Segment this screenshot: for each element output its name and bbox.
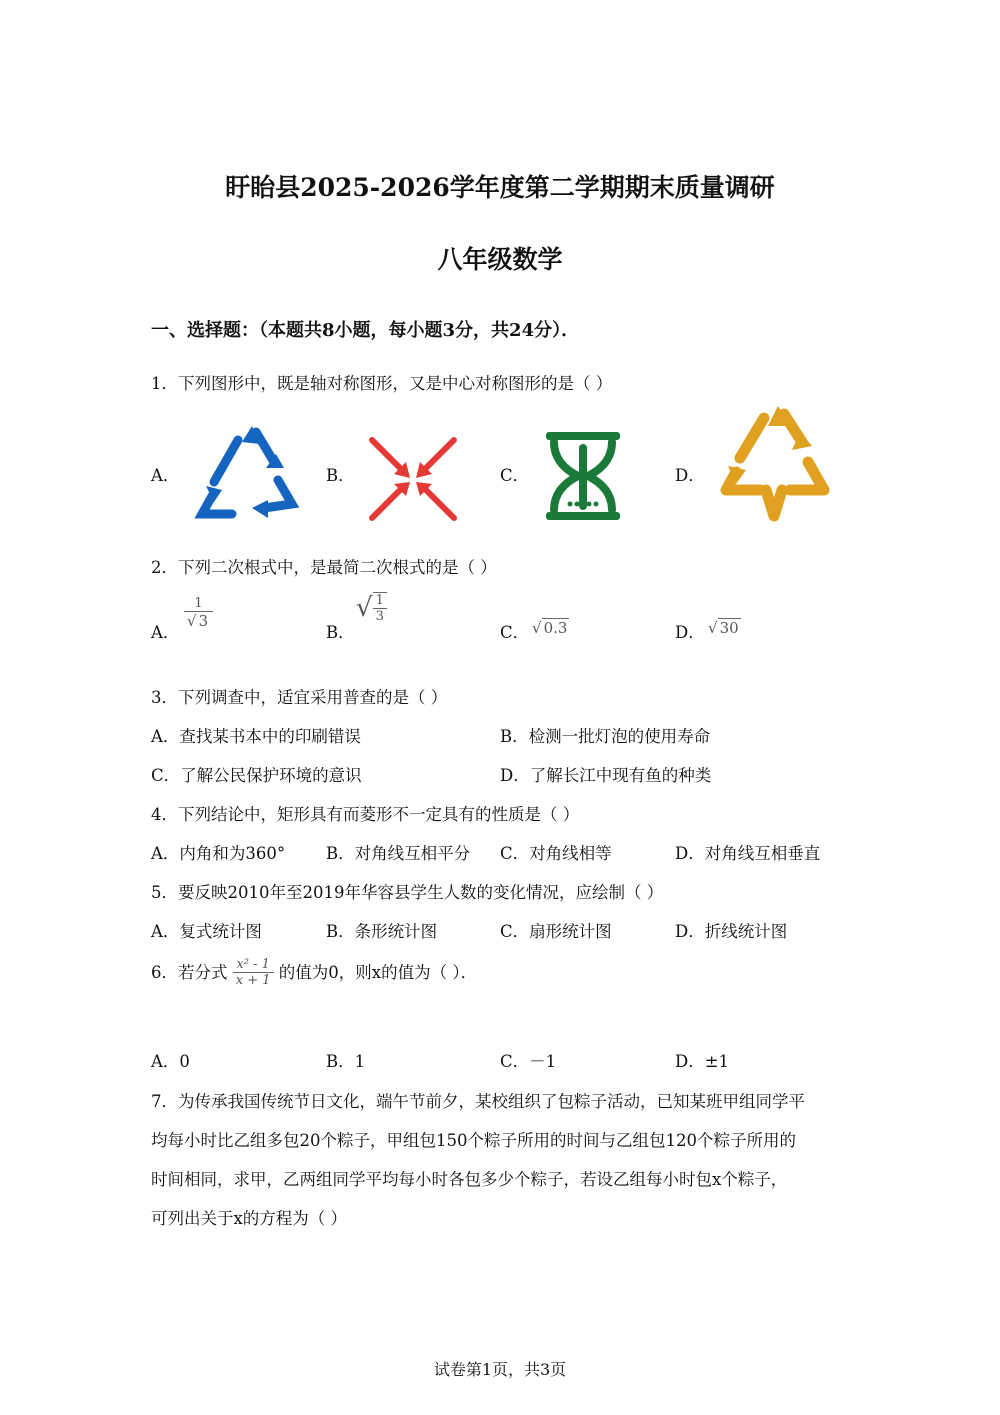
q2-option-c-label: C．	[500, 623, 530, 642]
q3-option-d: D．了解长江中现有鱼的种类	[500, 766, 712, 785]
q2-option-a-label: A．	[151, 623, 180, 642]
q6-prefix: 6．若分式	[151, 963, 228, 982]
section-heading: 一、选择题：（本题共8小题，每小题3分，共24分）．	[151, 320, 580, 341]
q7-line-4: 可列出关于x的方程为（ ）	[151, 1209, 348, 1228]
q2-option-a-expr	[184, 596, 213, 630]
arrows-cross-red-icon	[366, 434, 460, 528]
q6-option-b: B．1	[326, 1052, 366, 1071]
q6-option-a: A．0	[151, 1052, 190, 1071]
q4-option-c: C．对角线相等	[500, 844, 612, 863]
exam-subtitle: 八年级数学	[437, 245, 563, 274]
q6-option-c: C．－1	[500, 1052, 557, 1071]
radicand: 3	[198, 612, 209, 630]
q1-option-c-label: C．	[500, 466, 530, 485]
q4-option-b: B．对角线互相平分	[326, 844, 471, 863]
radicand: 30	[719, 619, 739, 637]
q3-stem: 3．下列调查中，适宜采用普查的是（ ）	[151, 688, 448, 707]
q7-line-1: 7．为传承我国传统节日文化，端午节前夕，某校组织了包粽子活动，已知某班甲组同学平	[151, 1092, 805, 1111]
q3-option-c: C．了解公民保护环境的意识	[151, 766, 362, 785]
fraction-numerator: 1	[375, 593, 384, 608]
q1-option-d-label: D．	[675, 466, 705, 485]
q6-fraction	[233, 957, 274, 988]
q5-option-b: B．条形统计图	[326, 922, 438, 941]
radicand: 0.3	[543, 619, 568, 637]
q5-option-d: D．折线统计图	[675, 922, 788, 941]
q2-option-c-expr: √ 0.3	[532, 619, 568, 637]
q2-option-d-expr: √ 30	[708, 619, 739, 637]
q2-option-d-label: D．	[675, 623, 705, 642]
fraction-denominator: 3	[373, 608, 387, 624]
page-footer: 试卷第1页，共3页	[433, 1360, 567, 1379]
fraction-denominator: x + 1	[233, 972, 274, 988]
q2-option-b-expr	[356, 592, 387, 624]
exam-title: 盱眙县2025-2026学年度第二学期期末质量调研	[225, 173, 775, 202]
q6-stem	[151, 957, 477, 988]
fraction-numerator: x² - 1	[236, 957, 270, 972]
recycle-blue-icon	[192, 422, 304, 526]
q4-option-d: D．对角线互相垂直	[675, 844, 821, 863]
q7-line-3: 时间相同，求甲，乙两组同学平均每小时各包多少个粽子，若设乙组每小时包x个粽子，	[151, 1170, 788, 1189]
q4-option-a: A．内角和为360°	[151, 844, 286, 863]
q5-option-c: C．扇形统计图	[500, 922, 612, 941]
q6-suffix: 的值为0，则x的值为（ ）．	[278, 963, 478, 982]
q5-stem: 5．要反映2010年至2019年华容县学生人数的变化情况，应绘制（ ）	[151, 883, 664, 902]
q4-stem: 4．下列结论中，矩形具有而菱形不一定具有的性质是（ ）	[151, 805, 580, 824]
q5-option-a: A．复式统计图	[151, 922, 262, 941]
q2-option-b-label: B．	[326, 623, 355, 642]
sqrt-symbol: √	[356, 593, 373, 623]
recycle-yellow-icon	[716, 404, 832, 530]
hourglass-green-icon	[540, 428, 626, 528]
q2-stem: 2．下列二次根式中，是最简二次根式的是（ ）	[151, 558, 497, 577]
q6-option-d: D．±1	[675, 1052, 730, 1071]
q3-option-b: B．检测一批灯泡的使用寿命	[500, 727, 711, 746]
q1-option-a-label: A．	[151, 466, 180, 485]
q3-option-a: A．查找某书本中的印刷错误	[151, 727, 361, 746]
q1-stem: 1．下列图形中，既是轴对称图形，又是中心对称图形的是（ ）	[151, 374, 613, 393]
fraction-numerator: 1	[194, 596, 203, 611]
q1-option-b-label: B．	[326, 466, 355, 485]
q7-line-2: 均每小时比乙组多包20个粽子，甲组包150个粽子所用的时间与乙组包120个粽子所用的	[151, 1131, 796, 1150]
sqrt-denominator: √ 3	[184, 611, 213, 630]
